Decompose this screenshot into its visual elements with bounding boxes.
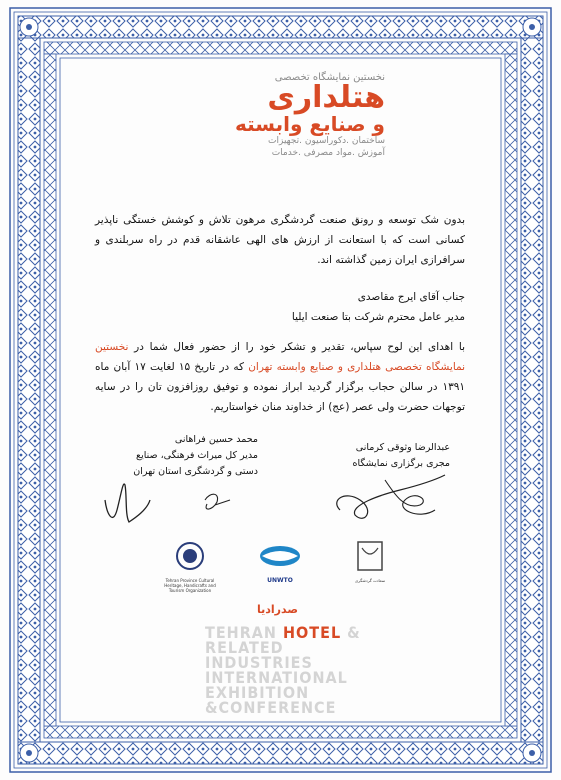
signatory-left-title2: دستی و گردشگری استان تهران — [133, 466, 258, 477]
brand-label: صدرادیا — [257, 603, 298, 616]
appreciation-text-2: که در تاریخ ۱۵ لغایت ۱۷ آبان ماه ۱۳۹۱ در سالن حجاب برگزار گردید ابراز نموده و توفیق روزافزون تان را در سایه توجهات حضرت ولی عصر (عج) از خداوند منان خواستاریم. — [95, 361, 465, 413]
signatory-left-title1: مدیر کل میراث فرهنگی، صنایع — [136, 450, 258, 461]
unwto-emblem-icon — [250, 540, 310, 574]
signatory-right — [330, 440, 450, 472]
recipient-title: مدیر عامل محترم شرکت بتا صنعت ایلیا — [291, 311, 465, 323]
english-line2: RELATED — [205, 638, 284, 657]
header-big-title: هتلداری — [267, 80, 385, 115]
recipient-name: جناب آقای ایرج مقاصدی — [357, 291, 465, 303]
header-sub-line2: آموزش .مواد مصرفی .خدمات — [271, 148, 385, 158]
signatory-left-name: محمد حسین فراهانی — [174, 434, 258, 445]
english-line1-amp: & — [347, 623, 361, 642]
english-line1-hotel: HOTEL — [283, 623, 342, 642]
tourism-emblem-icon — [340, 540, 400, 574]
intro-paragraph: بدون شک توسعه و رونق صنعت گردشگری مرهون تلاش و کوشش خستگی ناپذیر کسانی است که با استعانت از ارزش های الهی عاشقانه قدم در راه سربلندی و سرافرازی ایران زمین گذاشته اند. — [95, 214, 465, 266]
appreciation-text-1: با اهدای این لوح سپاس، تقدیر و تشکر خود را از حضور فعال شما در — [134, 341, 465, 353]
english-line4: INTERNATIONAL — [205, 668, 348, 687]
english-line3: INDUSTRIES — [205, 653, 313, 672]
signatory-right-title: مجری برگزاری نمایشگاه — [352, 458, 450, 469]
signature-left — [95, 470, 255, 530]
signatory-right-name: عبدالرضا وثوقی کرمانی — [355, 442, 450, 453]
exhibition-name-highlight: نخستین نمایشگاه تخصصی هتلداری و صنایع وابسته تهران — [95, 341, 466, 373]
header-small-title: نخستین نمایشگاه تخصصی — [274, 72, 385, 83]
sponsor-logos — [150, 540, 410, 600]
unwto-logo — [250, 540, 310, 590]
english-line5: EXHIBITION — [205, 683, 310, 702]
unwto-caption: UNWTO — [267, 577, 293, 584]
header-sub-line1: ساختمان .دکوراسیون .تجهیزات — [268, 136, 385, 146]
heritage-emblem-icon — [160, 540, 220, 574]
tehran-heritage-logo — [160, 540, 220, 593]
signature-right — [325, 470, 455, 530]
recipient-block — [95, 287, 465, 327]
tourism-logo — [340, 540, 400, 590]
english-exhibition-title — [205, 625, 365, 715]
sadradia-logo — [245, 603, 310, 617]
heritage-logo-caption: Tehran Province Cultural Heritage, Handicrafts and Tourism Organization — [164, 578, 216, 593]
appreciation-paragraph — [95, 337, 465, 417]
english-line6: &CONFERENCE — [205, 698, 337, 717]
english-line1-tehran: TEHRAN — [205, 623, 277, 642]
exhibition-header — [175, 72, 385, 159]
tourism-logo-caption: سعادت گردشگری — [354, 578, 386, 583]
header-mid-title: و صنایع وابسته — [235, 112, 385, 136]
